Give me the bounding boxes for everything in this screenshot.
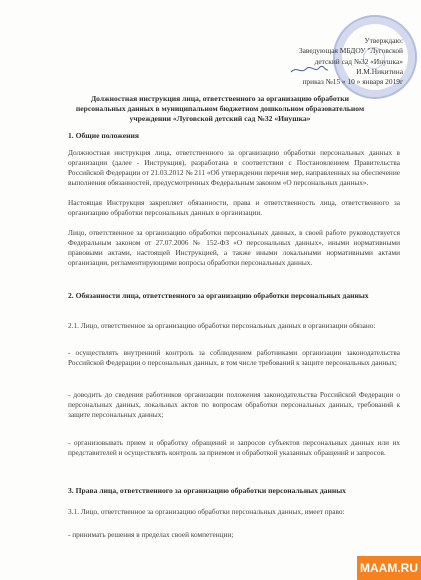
paragraph: Настоящая Инструкция закрепляет обязанности, права и ответственность лица, ответственного за организацию обработки персональных данных в организации. [68,198,400,217]
paragraph: 2.1. Лицо, ответственное за организацию обработки персональных данных в организации обязано: [68,321,376,330]
approval-line-4: И.М.Никитина [356,66,403,76]
approval-block [253,36,403,87]
section-heading-2: 2. Обязанности лица, ответственного за организацию обработки персональных данных [68,291,369,300]
approval-line-2: Заведующая МБДОУ "Луговской [298,46,403,56]
site-logo: MAAM.RU [357,556,421,580]
paragraph: - доводить до сведения работников организации положения законодательства Российской Федерации о персональных данных, локальных актов по вопросам обработки персональных данных, требований к защите персональных данных; [68,390,400,419]
paragraph: Должностная инструкция лица, ответственного за организацию обработки персональных данных в организации (далее - Инструкция), разработана в соответствии с Постановлением Правительства Российской Федерации от 21.03.2012 № 211 «Об утверждении перечня мер, направленных на обеспечение выполнения обязанностей, предусмотренных Федеральным законом «О персональных данных». [68,148,400,187]
approval-line-5: приказ №15 « 10 » января 2019г [302,77,403,87]
paragraph: - организовывать прием и обработку обращений и запросов субъектов персональных данных или их представителей и осуществлять контроль за приемом и обработкой указанных обращений и запросов. [68,438,400,457]
section-heading-1: 1. Общие положения [68,131,139,140]
paragraph: - осуществлять внутренний контроль за соблюдением работниками организации законодательства Российской Федерации о персональных данных, в том числе требований к защите персональных данных; [68,348,400,367]
approval-line-3: детский сад №32 «Инушка» [314,56,403,66]
paragraph: - принимать решения в пределах своей компетенции; [68,530,234,539]
section-heading-3: 3. Права лица, ответственного за организацию обработки персональных данных [68,486,346,495]
document-title: Должностная инструкция лица, ответственного за организацию обработки персональных данных в муниципальном бюджетном дошкольном образовательном учреждении «Луговской детский сад №32 «Инушка» [75,94,365,123]
paragraph: 3.1. Лицо, ответственное за организацию обработки персональных данных, имеет право: [68,507,345,516]
paragraph: Лицо, ответственное за организацию обработки персональных данных, в своей работе руководствуется Федеральным законом от 27.07.2006 № 152-ФЗ «О персональных данных», иными нормативными правовыми актами, настоящей Инструкцией, а также иными локальными нормативными актами организации, регламентирующими вопросы обработки персональных данных. [68,228,400,267]
approval-line-1: Утверждаю: [364,36,403,45]
